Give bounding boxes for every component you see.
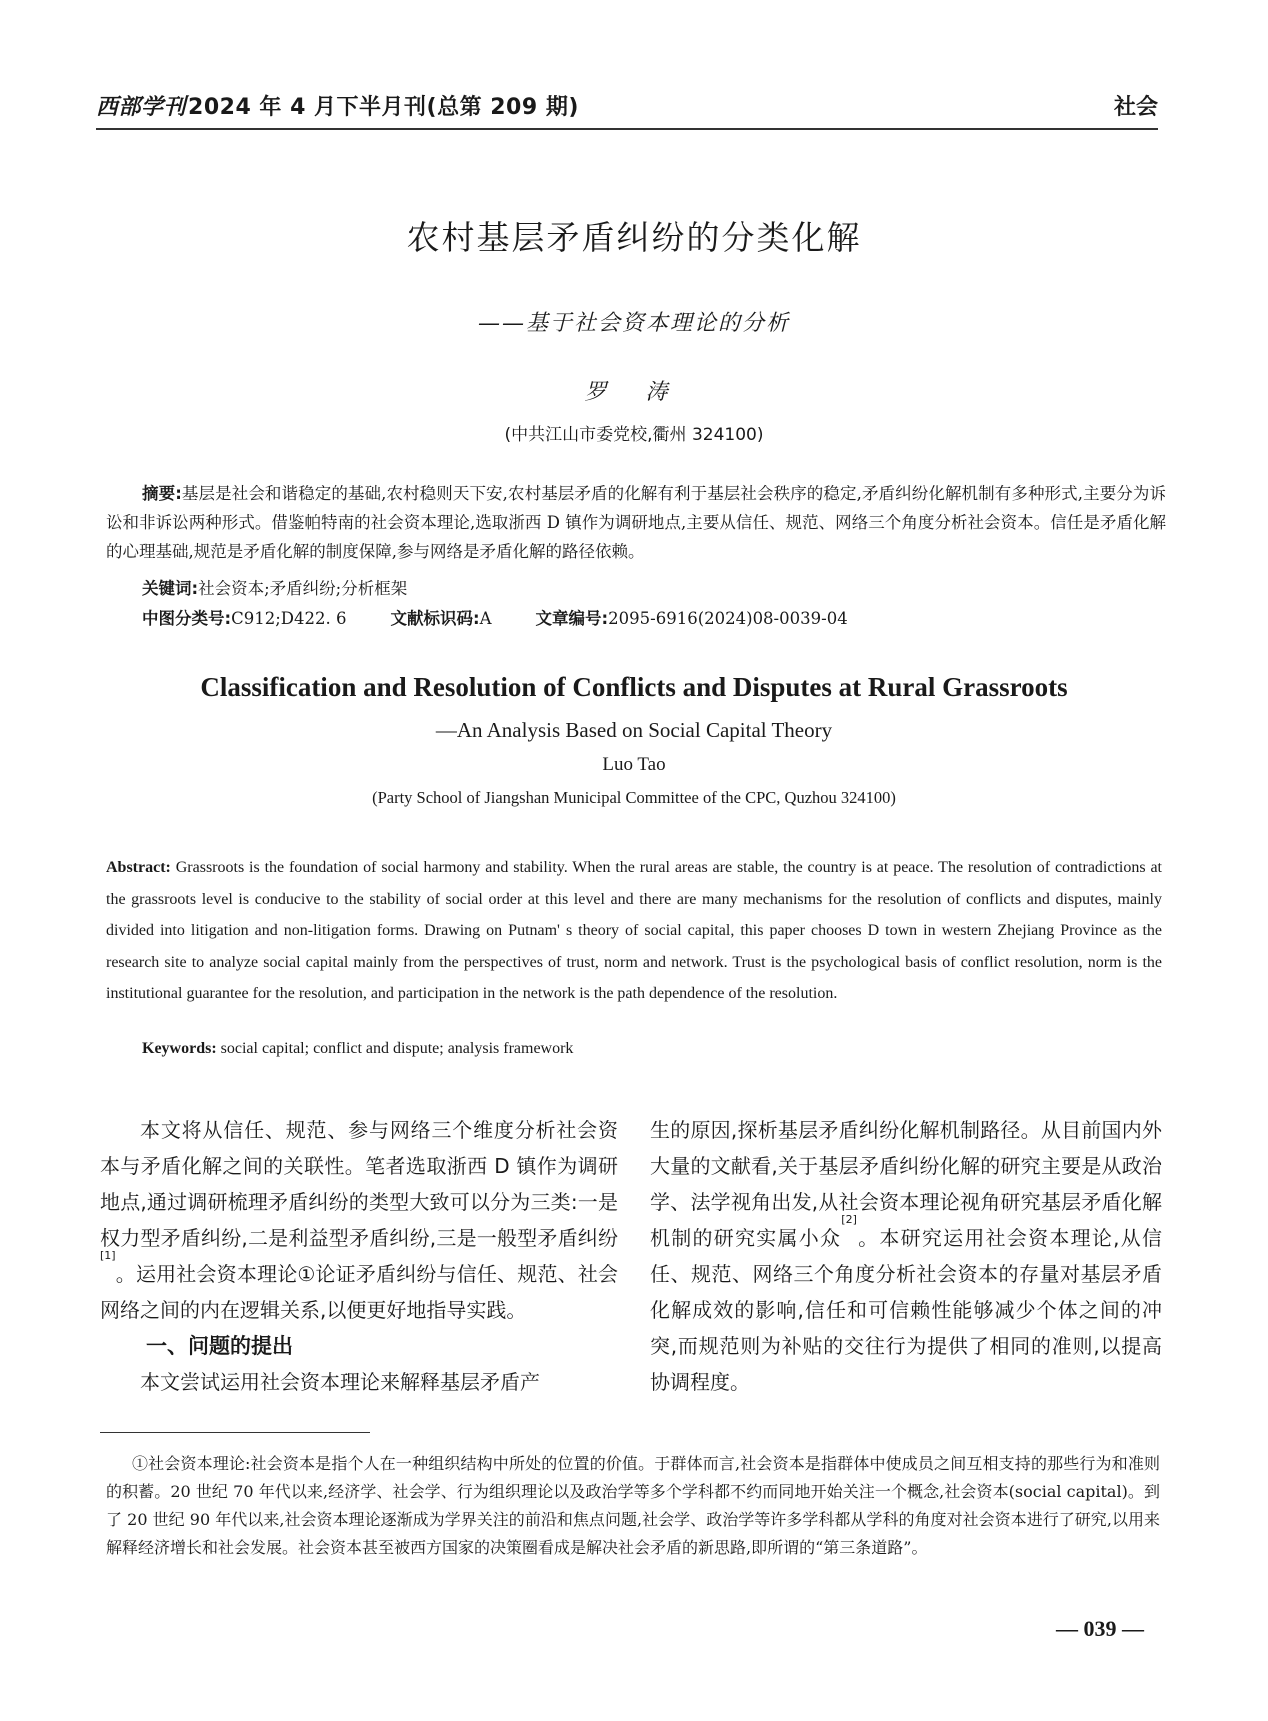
article-subtitle-cn: ——基于社会资本理论的分析 <box>477 311 790 336</box>
article-title-en: Classification and Resolution of Conflicts and Disputes at Rural Grassroots <box>200 672 1068 702</box>
footnote-rule <box>100 1432 370 1433</box>
body-paragraph <box>100 1112 618 1328</box>
body-text: 本文将从信任、规范、参与网络三个维度分析社会资本与矛盾化解之间的关联性。笔者选取浙西 D 镇作为调研地点,通过调研梳理矛盾纠纷的类型大致可以分为三类:一是权力型矛盾纠纷,二是利益型矛盾纠纷,三是一般型矛盾纠纷 <box>100 1118 618 1250</box>
doc-code-value: A <box>479 609 492 628</box>
keywords-cn-label: 关键词: <box>142 579 199 598</box>
article-number-value: 2095-6916(2024)08-0039-04 <box>608 609 848 628</box>
affiliation-cn: (中共江山市委党校,衢州 324100) <box>504 425 764 445</box>
clc-value: C912;D422. 6 <box>231 609 347 628</box>
body-column-right <box>650 1112 1162 1400</box>
body-text: 。本研究运用社会资本理论,从信任、规范、网络三个角度分析社会资本的存量对基层矛盾化解成效的影响,信任和可信赖性能够减少个体之间的冲突,而规范则为补贴的交往行为提供了相同的准则,以提高协调程度。 <box>650 1226 1163 1394</box>
page-number: — 039 — <box>1056 1616 1144 1641</box>
abstract-cn-label: 摘要: <box>142 484 182 503</box>
header-rule <box>96 128 1158 130</box>
body-paragraph: 本文尝试运用社会资本理论来解释基层矛盾产 <box>140 1370 540 1394</box>
journal-logo: 西部学刊 <box>96 94 187 120</box>
keywords-en-text: social capital; conflict and dispute; analysis framework <box>220 1040 574 1057</box>
body-text: 。运用社会资本理论①论证矛盾纠纷与信任、规范、社会网络之间的内在逻辑关系,以便更好地指导实践。 <box>100 1262 618 1322</box>
body-text: 生的原因,探析基层矛盾纠纷化解机制路径。从目前国内外大量的文献看,关于基层矛盾纠纷化解的研究主要是从政治学、法学视角出发,从社会资本理论视角研究基层矛盾化解机制的研究实属小众 <box>650 1118 1162 1250</box>
article-subtitle-en: —An Analysis Based on Social Capital Theory <box>435 718 833 742</box>
section-heading: 一、问题的提出 <box>146 1334 293 1358</box>
section-label: 社会 <box>1113 95 1158 120</box>
keywords-en-label: Keywords: <box>142 1040 217 1057</box>
abstract-en-label: Abstract: <box>106 859 171 876</box>
article-number-label: 文章编号: <box>535 609 609 628</box>
keywords-cn <box>142 574 407 603</box>
running-header-journal <box>96 90 579 121</box>
author-name-en: Luo Tao <box>602 754 666 775</box>
body-column-left <box>100 1112 618 1400</box>
issue-info: 2024 年 4 月下半月刊(总第 209 期) <box>188 95 579 120</box>
classification-line <box>142 604 848 633</box>
affiliation-en: (Party School of Jiangshan Municipal Committee of the CPC, Quzhou 324100) <box>372 788 896 807</box>
citation-ref[interactable]: [1] <box>100 1249 116 1262</box>
citation-ref[interactable]: [2] <box>841 1213 857 1226</box>
clc-label: 中图分类号: <box>142 609 232 628</box>
article-title-cn: 农村基层矛盾纠纷的分类化解 <box>406 218 862 257</box>
abstract-en-text: Grassroots is the foundation of social harmony and stability. When the rural areas are stable, the country is at peace. The resolution of contradictions at the grassroots level is conducive to the stability of social order at this level and there are many mechanisms for the resolution of conflicts and disputes, mainly divided into litigation and non-litigation forms. Drawing on Putnam' s theory of social capital, this paper chooses D town in western Zhejiang Province as the research site to analyze social capital mainly from the perspectives of trust, norm and network. Trust is the psychological basis of conflict resolution, norm is the institutional guarantee for the resolution, and participation in the network is the path dependence of the resolution. <box>106 859 1162 1003</box>
keywords-cn-text: 社会资本;矛盾纠纷;分析框架 <box>198 579 408 598</box>
abstract-en <box>106 852 1162 1010</box>
abstract-cn-text: 基层是社会和谐稳定的基础,农村稳则天下安,农村基层矛盾的化解有利于基层社会秩序的稳定,矛盾纠纷化解机制有多种形式,主要分为诉讼和非诉讼两种形式。借鉴帕特南的社会资本理论,选取浙西 D 镇作为调研地点,主要从信任、规范、网络三个角度分析社会资本。信任是矛盾化解的心理基础,规范是矛盾化解的制度保障,参与网络是矛盾化解的路径依赖。 <box>106 484 1166 561</box>
author-name-cn: 罗 涛 <box>584 380 684 405</box>
keywords-en <box>142 1040 573 1058</box>
footnote: ①社会资本理论:社会资本是指个人在一种组织结构中所处的位置的价值。于群体而言,社会资本是指群体中使成员之间互相支持的那些行为和准则的积蓄。20 世纪 70 年代以来,经济学、社会学、行为组织理论以及政治学等多个学科都不约而同地开始关注一个概念,社会资本(social capital)。到了 20 世纪 90 年代以来,社会资本理论逐渐成为学界关注的前沿和焦点问题,社会学、政治学等许多学科都从学科的角度对社会资本进行了研究,以用来解释经济增长和社会发展。社会资本甚至被西方国家的决策圈看成是解决社会矛盾的新思路,即所谓的“第三条道路”。 <box>106 1454 1160 1557</box>
doc-code-label: 文献标识码: <box>390 609 480 628</box>
abstract-cn <box>106 479 1166 566</box>
